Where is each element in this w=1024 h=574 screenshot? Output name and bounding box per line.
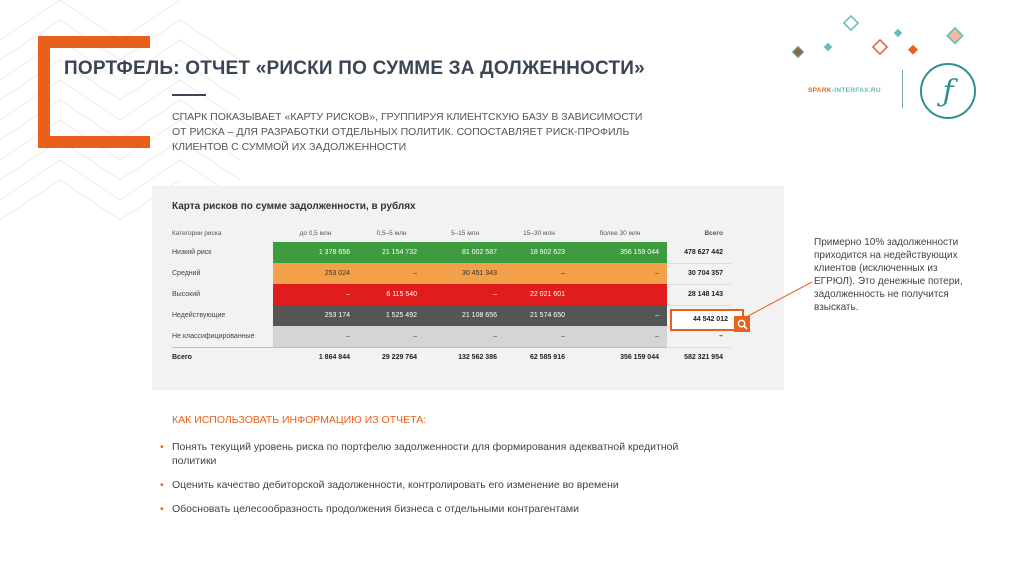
table-cell: – — [573, 305, 667, 326]
table-cell: 253 174 — [273, 305, 358, 326]
table-cell: – — [358, 263, 425, 284]
list-item: • Понять текущий уровень риска по портфелю задолженности для формирования адекватной кредитной политики — [160, 440, 680, 468]
how-to-use-list — [160, 440, 680, 526]
table-cell: – — [573, 263, 667, 284]
logo-divider — [902, 70, 903, 108]
row-label: Высокий — [172, 291, 201, 298]
table-cell: – — [505, 263, 573, 284]
row-label: Недействующие — [172, 312, 226, 319]
row-total: 30 704 357 — [667, 263, 731, 284]
table-header: более 30 млн — [599, 229, 641, 237]
table-cell: – — [425, 284, 505, 305]
table-cell: – — [273, 326, 358, 347]
list-item: • Обосновать целесообразность продолжения бизнеса с отдельными контрагентами — [160, 502, 680, 516]
table-cell: 21 154 732 — [358, 242, 425, 263]
table-cell: 1 525 492 — [358, 305, 425, 326]
table-cell: 22 021 601 — [505, 284, 573, 305]
table-cell: 81 002 587 — [425, 242, 505, 263]
table-header: Категории риска — [172, 229, 222, 237]
table-header: до 0,5 млн — [299, 229, 332, 237]
table-row — [172, 284, 731, 305]
callout-note: Примерно 10% задолженности приходится на недействующих клиентов (исключенных из ЕГРЮЛ). Это денежные потери, задолженность не получится взыскать. — [814, 237, 963, 313]
table-cell: 356 159 044 — [573, 347, 667, 368]
list-item: • Оценить качество дебиторской задолженности, контролировать его изменение во времени — [160, 478, 680, 492]
risk-table — [172, 224, 731, 368]
table-cell: – — [425, 326, 505, 347]
intro-text: СПАРК ПОКАЗЫВАЕТ «КАРТУ РИСКОВ», ГРУППИРУЯ КЛИЕНТСКУЮ БАЗУ В ЗАВИСИМОСТИ ОТ РИСКА – ДЛЯ РАЗРАБОТКИ ОТДЕЛЬНЫХ ПОЛИТИК. СОПОСТАВЛЯЕТ РИСК-ПРОФИЛЬ КЛИЕНТОВ С СУММОЙ ИХ ЗАДОЛЖЕННОСТИ — [172, 111, 643, 153]
how-to-use-title: КАК ИСПОЛЬЗОВАТЬ ИНФОРМАЦИЮ ИЗ ОТЧЕТА: — [172, 414, 427, 426]
table-cell: 18 902 623 — [505, 242, 573, 263]
table-cell: 62 585 916 — [505, 347, 573, 368]
table-cell: 253 024 — [273, 263, 358, 284]
table-cell: 29 229 764 — [358, 347, 425, 368]
table-cell: 21 108 656 — [425, 305, 505, 326]
table-header: Всего — [704, 229, 723, 237]
table-header: 15–30 млн — [523, 229, 555, 237]
table-header-row — [172, 224, 731, 242]
row-label: Не классифицированные — [172, 332, 255, 340]
table-cell: 6 115 540 — [358, 284, 425, 305]
row-total: 28 148 143 — [667, 284, 731, 305]
row-total: 478 627 442 — [667, 242, 731, 263]
row-total: 582 321 954 — [667, 347, 731, 368]
table-cell — [573, 284, 667, 305]
row-label: Низкий риск — [172, 249, 212, 256]
title-underline — [172, 94, 206, 96]
orange-frame-top — [38, 36, 150, 144]
orange-frame-bottom — [38, 136, 150, 148]
table-cell: 30 451 343 — [425, 263, 505, 284]
table-title: Карта рисков по сумме задолженности, в рублях — [172, 201, 416, 212]
table-row — [172, 326, 731, 347]
table-row — [172, 305, 731, 326]
logo-icon: ƒ — [920, 63, 976, 119]
table-cell: 21 574 650 — [505, 305, 573, 326]
highlighted-total-value: 44 542 012 — [692, 316, 728, 323]
table-header: 0,5–5 млн — [376, 229, 407, 237]
table-cell: – — [573, 326, 667, 347]
table-cell: 132 562 386 — [425, 347, 505, 368]
table-cell: – — [358, 326, 425, 347]
table-header: 5–15 млн — [450, 229, 480, 237]
table-row — [172, 263, 731, 284]
row-label: Всего — [172, 347, 273, 368]
orange-frame-left — [38, 36, 50, 148]
table-cell: 1 864 844 — [273, 347, 358, 368]
decorative-diamonds — [780, 10, 980, 70]
page-title: ПОРТФЕЛЬ: ОТЧЕТ «РИСКИ ПО СУММЕ ЗА ДОЛЖЕННОСТИ» — [64, 58, 645, 79]
highlighted-total-box — [670, 309, 744, 331]
row-label: Средний — [172, 270, 201, 277]
table-cell: – — [273, 284, 358, 305]
table-sum-row — [172, 347, 731, 368]
logo-url[interactable]: SPARK-INTERFAX.RU — [808, 87, 881, 94]
table-cell: – — [505, 326, 573, 347]
row-total: – — [667, 326, 731, 347]
table-cell: 356 159 044 — [573, 242, 667, 263]
callout-connector — [740, 280, 820, 320]
table-cell: 1 378 656 — [273, 242, 358, 263]
table-row — [172, 242, 731, 263]
